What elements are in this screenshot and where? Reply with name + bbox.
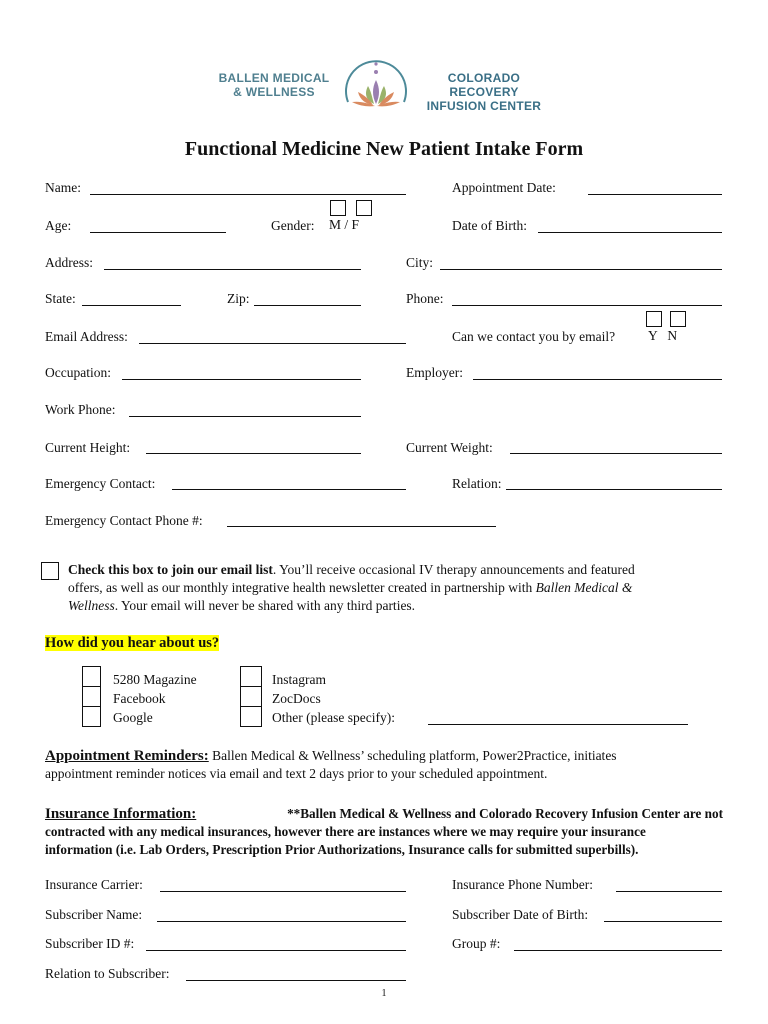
- occupation-field[interactable]: [122, 379, 361, 380]
- gender-options: M / F: [329, 217, 360, 232]
- dob-field[interactable]: [538, 232, 722, 233]
- email-label: Email Address:: [45, 329, 128, 344]
- age-field[interactable]: [90, 232, 226, 233]
- referral-google-checkbox[interactable]: [82, 706, 101, 727]
- referral-option-google: Google: [113, 710, 153, 725]
- zip-label: Zip:: [227, 291, 250, 306]
- referral-option-5280: 5280 Magazine: [113, 672, 197, 687]
- relation-to-subscriber-field[interactable]: [186, 980, 406, 981]
- emergency-contact-label: Emergency Contact:: [45, 476, 156, 491]
- insurance-line3: information (i.e. Lab Orders, Prescription Prior Authorizations, Insurance calls for submitted superbills).: [45, 842, 639, 857]
- state-label: State:: [45, 291, 76, 306]
- page-number: 1: [381, 988, 387, 999]
- name-field[interactable]: [90, 194, 406, 195]
- referral-option-instagram: Instagram: [272, 672, 326, 687]
- address-field[interactable]: [104, 269, 361, 270]
- appointment-date-label: Appointment Date:: [452, 180, 556, 195]
- left-brand-line2: & WELLNESS: [233, 85, 315, 99]
- email-list-bold: Check this box to join our email list: [68, 562, 273, 577]
- referral-heading-text: How did you hear about us?: [45, 635, 220, 651]
- zip-field[interactable]: [254, 305, 361, 306]
- right-brand-line1: COLORADO RECOVERY: [447, 71, 521, 99]
- age-label: Age:: [45, 218, 72, 233]
- referral-option-other: Other (please specify):: [272, 710, 395, 725]
- height-field[interactable]: [146, 453, 361, 454]
- employer-label: Employer:: [406, 365, 463, 380]
- work-phone-label: Work Phone:: [45, 402, 116, 417]
- referral-5280-checkbox[interactable]: [82, 666, 101, 687]
- carrier-label: Insurance Carrier:: [45, 877, 143, 892]
- insurance-line1: **Ballen Medical & Wellness and Colorado Recovery Infusion Center are not: [287, 806, 723, 821]
- gender-label: Gender:: [271, 218, 315, 233]
- weight-field[interactable]: [510, 453, 722, 454]
- insurance-heading: Insurance Information:: [45, 806, 197, 822]
- email-list-checkbox[interactable]: [41, 562, 59, 580]
- group-label: Group #:: [452, 936, 501, 951]
- right-brand-line2: INFUSION CENTER: [426, 99, 542, 113]
- contact-email-yes-checkbox[interactable]: [646, 311, 662, 327]
- insurance-paragraph: [45, 805, 735, 859]
- state-field[interactable]: [82, 305, 181, 306]
- contact-options: Y N: [648, 328, 678, 343]
- city-label: City:: [406, 255, 434, 270]
- left-brand-line1: BALLEN MEDICAL: [218, 71, 330, 85]
- dob-label: Date of Birth:: [452, 218, 527, 233]
- work-phone-field[interactable]: [129, 416, 361, 417]
- subscriber-id-label: Subscriber ID #:: [45, 936, 135, 951]
- relation-label: Relation:: [452, 476, 502, 491]
- height-label: Current Height:: [45, 440, 131, 455]
- phone-label: Phone:: [406, 291, 444, 306]
- reminders-paragraph: [45, 747, 735, 783]
- appointment-date-field[interactable]: [588, 194, 722, 195]
- name-label: Name:: [45, 180, 81, 195]
- reminders-line2: appointment reminder notices via email and text 2 days prior to your scheduled appointment.: [45, 766, 548, 781]
- referral-instagram-checkbox[interactable]: [240, 666, 262, 687]
- occupation-label: Occupation:: [45, 365, 111, 380]
- contact-by-email-label: Can we contact you by email?: [452, 329, 616, 344]
- gender-male-checkbox[interactable]: [330, 200, 346, 216]
- relation-to-subscriber-label: Relation to Subscriber:: [45, 966, 170, 981]
- email-list-line3-italic: Wellness: [68, 598, 115, 613]
- referral-other-checkbox[interactable]: [240, 706, 262, 727]
- group-field[interactable]: [514, 950, 722, 951]
- subscriber-dob-field[interactable]: [604, 921, 722, 922]
- subscriber-dob-label: Subscriber Date of Birth:: [452, 907, 589, 922]
- emergency-phone-field[interactable]: [227, 526, 496, 527]
- address-label: Address:: [45, 255, 93, 270]
- city-field[interactable]: [440, 269, 722, 270]
- emergency-phone-label: Emergency Contact Phone #:: [45, 513, 203, 528]
- referral-option-zocdocs: ZocDocs: [272, 691, 321, 706]
- lotus-icon: [342, 52, 410, 116]
- referral-facebook-checkbox[interactable]: [82, 686, 101, 707]
- page-title: Functional Medicine New Patient Intake Form: [184, 138, 584, 160]
- gender-female-checkbox[interactable]: [356, 200, 372, 216]
- insurance-line2: contracted with any medical insurances, however there are instances where we may require your insurance: [45, 824, 646, 839]
- referral-option-facebook: Facebook: [113, 691, 166, 706]
- employer-field[interactable]: [473, 379, 722, 380]
- referral-zocdocs-checkbox[interactable]: [240, 686, 262, 707]
- emergency-contact-field[interactable]: [172, 489, 406, 490]
- email-list-line3: . Your email will never be shared with any third parties.: [114, 598, 416, 613]
- weight-label: Current Weight:: [406, 440, 493, 455]
- email-list-line2: offers, as well as our monthly integrative health newsletter created in partnership with: [68, 580, 536, 595]
- reminders-line1: Ballen Medical & Wellness’ scheduling platform, Power2Practice, initiates: [208, 748, 617, 763]
- reminders-heading: Appointment Reminders:: [45, 748, 209, 764]
- referral-heading: [45, 635, 219, 651]
- subscriber-id-field[interactable]: [146, 950, 406, 951]
- contact-email-no-checkbox[interactable]: [670, 311, 686, 327]
- right-brand: [412, 71, 556, 113]
- carrier-phone-field[interactable]: [616, 891, 722, 892]
- carrier-field[interactable]: [160, 891, 406, 892]
- email-list-line2-italic: Ballen Medical &: [535, 580, 633, 595]
- subscriber-name-label: Subscriber Name:: [45, 907, 143, 922]
- referral-other-field[interactable]: [428, 724, 688, 725]
- relation-field[interactable]: [506, 489, 722, 490]
- email-list-line1: . You’ll receive occasional IV therapy announcements and featured: [272, 562, 635, 577]
- carrier-phone-label: Insurance Phone Number:: [452, 877, 593, 892]
- left-brand: [214, 71, 334, 99]
- email-field[interactable]: [139, 343, 406, 344]
- subscriber-name-field[interactable]: [157, 921, 406, 922]
- phone-field[interactable]: [452, 305, 722, 306]
- email-list-paragraph: [68, 561, 728, 615]
